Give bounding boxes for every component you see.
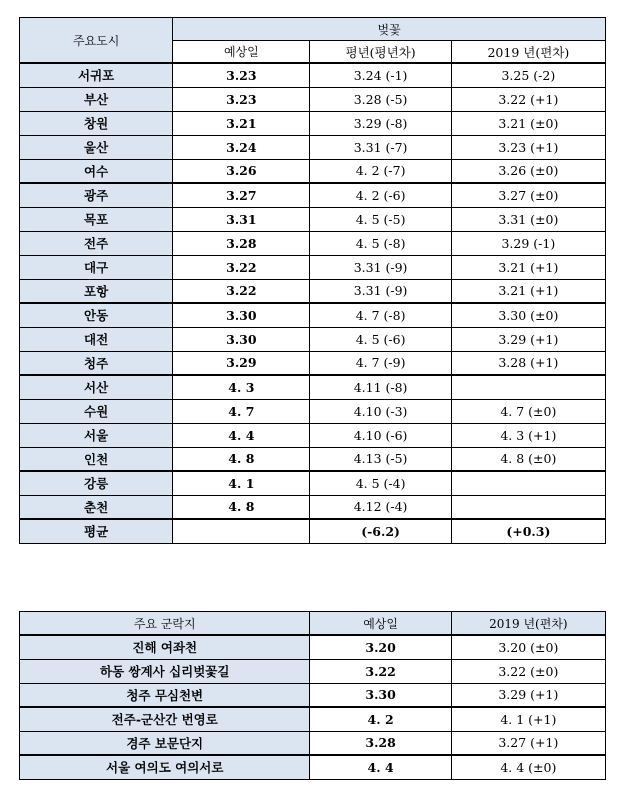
date-2019 [451,471,605,495]
city-name: 춘천 [20,495,173,519]
table-row [20,351,606,375]
predicted-date: 3.27 [173,183,310,207]
date-2019: 3.25 (-2) [451,63,605,87]
predicted-date: 4. 8 [173,447,310,471]
predicted-date: 3.28 [173,231,310,255]
table-row [20,303,606,327]
average-2019-diff: (+0.3) [451,519,605,543]
date-2019: 3.23 (+1) [451,135,605,159]
predicted-date: 4. 7 [173,399,310,423]
city-name: 인천 [20,447,173,471]
table-row [20,495,606,519]
header-2019-diff: 2019 년(편차) [451,41,605,64]
predicted-date: 3.22 [173,279,310,303]
cherry-blossom-site-table [19,611,606,780]
predicted-date: 3.21 [173,111,310,135]
date-2019: 3.27 (+1) [451,731,605,755]
date-2019: 3.26 (±0) [451,159,605,183]
predicted-date: 3.23 [173,63,310,87]
normal-date: 4. 5 (-5) [310,207,451,231]
average-normal-diff: (-6.2) [310,519,451,543]
predicted-date: 4. 4 [310,755,451,779]
date-2019: 3.27 (±0) [451,183,605,207]
table-row [20,399,606,423]
predicted-date: 3.30 [173,303,310,327]
normal-date: 4. 7 (-9) [310,351,451,375]
date-2019 [451,375,605,399]
city-name: 서울 [20,423,173,447]
table-row [20,683,606,707]
site-name: 서울 여의도 여의서로 [20,755,310,779]
normal-date: 3.31 (-7) [310,135,451,159]
table-row [20,63,606,87]
table-row [20,447,606,471]
city-name: 서산 [20,375,173,399]
city-name: 여수 [20,159,173,183]
predicted-date: 3.22 [310,659,451,683]
table-row [20,755,606,779]
normal-date: 4. 7 (-8) [310,303,451,327]
header-city: 주요도시 [20,18,173,64]
table-row [20,111,606,135]
predicted-date: 3.24 [173,135,310,159]
predicted-date: 3.29 [173,351,310,375]
table-row [20,255,606,279]
city-name: 서귀포 [20,63,173,87]
predicted-date: 3.28 [310,731,451,755]
city-name: 전주 [20,231,173,255]
date-2019: 3.20 (±0) [451,635,605,659]
normal-date: 4.10 (-6) [310,423,451,447]
predicted-date: 4. 2 [310,707,451,731]
site-name: 하동 쌍계사 십리벚꽃길 [20,659,310,683]
header-cherry-blossom: 벚꽃 [173,18,606,41]
table-row [20,279,606,303]
table-row [20,707,606,731]
city-name: 목포 [20,207,173,231]
table-row [20,135,606,159]
predicted-date: 4. 1 [173,471,310,495]
predicted-date: 3.26 [173,159,310,183]
header-normal-diff: 평년(평년차) [310,41,451,64]
site-name: 전주-군산간 번영로 [20,707,310,731]
normal-date: 3.29 (-8) [310,111,451,135]
city-name: 안동 [20,303,173,327]
predicted-date: 4. 8 [173,495,310,519]
date-2019: 4. 1 (+1) [451,707,605,731]
date-2019: 3.29 (+1) [451,327,605,351]
date-2019: 4. 7 (±0) [451,399,605,423]
normal-date: 4.12 (-4) [310,495,451,519]
normal-date: 4. 5 (-6) [310,327,451,351]
table-row [20,659,606,683]
table-row [20,375,606,399]
date-2019: 3.29 (-1) [451,231,605,255]
date-2019 [451,495,605,519]
city-name: 부산 [20,87,173,111]
header-predicted-date: 예상일 [173,41,310,64]
predicted-date: 3.30 [310,683,451,707]
table-row [20,731,606,755]
normal-date: 3.31 (-9) [310,279,451,303]
table-row [20,183,606,207]
table-row [20,87,606,111]
predicted-date: 4. 3 [173,375,310,399]
table-row [20,327,606,351]
header-predicted-date: 예상일 [310,612,451,636]
predicted-date: 4. 4 [173,423,310,447]
table-row [20,471,606,495]
predicted-date: 3.22 [173,255,310,279]
date-2019: 3.30 (±0) [451,303,605,327]
city-name: 포항 [20,279,173,303]
normal-date: 4. 2 (-7) [310,159,451,183]
city-name: 울산 [20,135,173,159]
site-name: 경주 보문단지 [20,731,310,755]
city-name: 대전 [20,327,173,351]
city-name: 수원 [20,399,173,423]
city-name: 대구 [20,255,173,279]
header-main-site: 주요 군락지 [20,612,310,636]
average-row [20,519,606,543]
header-2019-diff: 2019 년(편차) [451,612,605,636]
normal-date: 4.11 (-8) [310,375,451,399]
date-2019: 4. 8 (±0) [451,447,605,471]
date-2019: 3.28 (+1) [451,351,605,375]
table-row [20,635,606,659]
table-row [20,159,606,183]
normal-date: 4.13 (-5) [310,447,451,471]
date-2019: 4. 3 (+1) [451,423,605,447]
city-name: 광주 [20,183,173,207]
date-2019: 3.22 (+1) [451,87,605,111]
cherry-blossom-city-table [19,17,606,544]
date-2019: 3.31 (±0) [451,207,605,231]
site-name: 진해 여좌천 [20,635,310,659]
normal-date: 4.10 (-3) [310,399,451,423]
average-predicted [173,519,310,543]
normal-date: 4. 5 (-8) [310,231,451,255]
date-2019: 4. 4 (±0) [451,755,605,779]
predicted-date: 3.20 [310,635,451,659]
normal-date: 3.31 (-9) [310,255,451,279]
date-2019: 3.29 (+1) [451,683,605,707]
table-row [20,231,606,255]
date-2019: 3.21 (±0) [451,111,605,135]
average-label: 평균 [20,519,173,543]
city-name: 창원 [20,111,173,135]
city-name: 청주 [20,351,173,375]
table-row [20,207,606,231]
date-2019: 3.22 (±0) [451,659,605,683]
date-2019: 3.21 (+1) [451,279,605,303]
predicted-date: 3.30 [173,327,310,351]
normal-date: 3.28 (-5) [310,87,451,111]
predicted-date: 3.23 [173,87,310,111]
table-row [20,423,606,447]
normal-date: 4. 2 (-6) [310,183,451,207]
normal-date: 3.24 (-1) [310,63,451,87]
date-2019: 3.21 (+1) [451,255,605,279]
normal-date: 4. 5 (-4) [310,471,451,495]
site-name: 청주 무심천변 [20,683,310,707]
predicted-date: 3.31 [173,207,310,231]
city-name: 강릉 [20,471,173,495]
